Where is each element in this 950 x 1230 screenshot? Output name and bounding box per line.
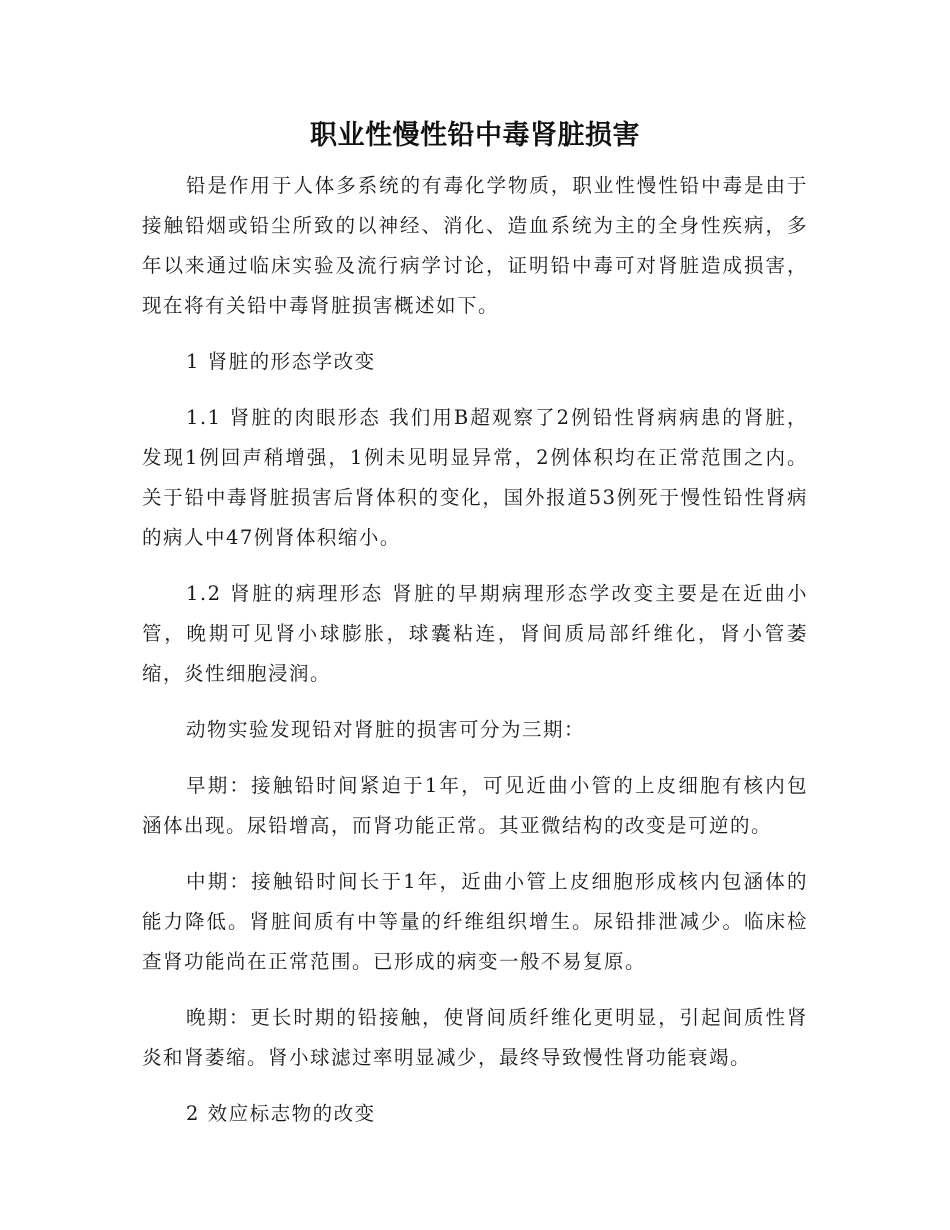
early-stage-paragraph: 早期：接触铅时间紧迫于1年，可见近曲小管的上皮细胞有核内包涵体出现。尿铅增高，而肾功能正常。其亚微结构的改变是可逆的。 [142, 774, 808, 837]
intro-paragraph: 铅是作用于人体多系统的有毒化学物质，职业性慢性铅中毒是由于接触铅烟或铅尘所致的以神经、消化、造血系统为主的全身性疾病，多年以来通过临床实验及流行病学讨论，证明铅中毒可对肾脏造成损害，现在将有关铅中毒肾脏损害概述如下。 [142, 174, 808, 317]
middle-stage-paragraph: 中期：接触铅时间长于1年，近曲小管上皮细胞形成核内包涵体的能力降低。肾脏间质有中等量的纤维组织增生。尿铅排泄减少。临床检查肾功能尚在正常范围。已形成的病变一般不易复原。 [142, 870, 808, 973]
section-1-2-paragraph: 1.2 肾脏的病理形态 肾脏的早期病理形态学改变主要是在近曲小管，晚期可见肾小球膨胀，球囊粘连，肾间质局部纤维化，肾小管萎缩，炎性细胞浸润。 [142, 582, 808, 685]
section-2-heading: 2 效应标志物的改变 [186, 1102, 376, 1125]
section-1-heading: 1 肾脏的形态学改变 [186, 350, 376, 373]
document-body [142, 166, 808, 1150]
animal-experiment-paragraph: 动物实验发现铅对肾脏的损害可分为三期： [186, 718, 586, 741]
document-title: 职业性慢性铅中毒肾脏损害 [310, 120, 640, 151]
late-stage-paragraph: 晚期：更长时期的铅接触，使肾间质纤维化更明显，引起间质性肾炎和肾萎缩。肾小球滤过率明显减少，最终导致慢性肾功能衰竭。 [142, 1006, 808, 1069]
section-1-1-paragraph: 1.1 肾脏的肉眼形态 我们用B超观察了2例铅性肾病病患的肾脏，发现1例回声稍增强，1例未见明显异常，2例体积均在正常范围之内。关于铅中毒肾脏损害后肾体积的变化，国外报道53例死于慢性铅性肾病的病人中47例肾体积缩小。 [142, 406, 808, 549]
